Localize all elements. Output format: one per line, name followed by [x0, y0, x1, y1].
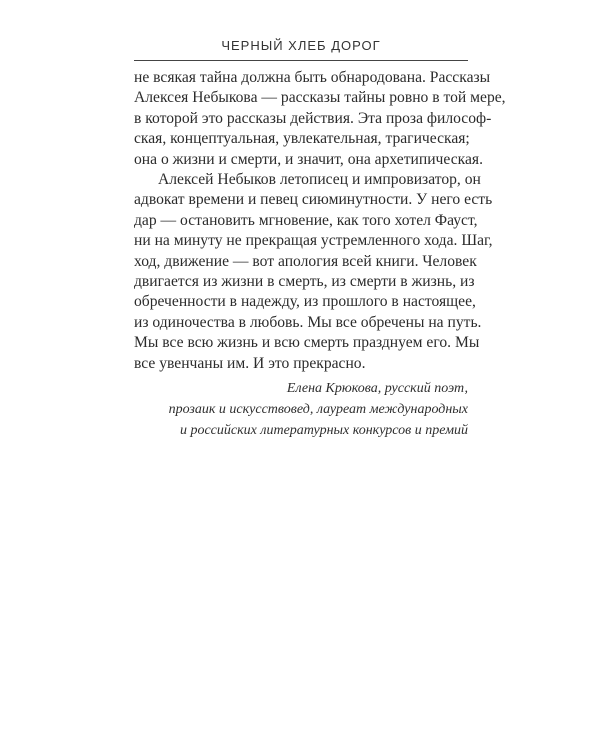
text-line: двигается из жизни в смерть, из смерти в жизнь, из: [134, 273, 475, 291]
signature-line: Елена Крюкова, русский поэт,: [286, 381, 468, 396]
text-line: в которой это рассказы действия. Эта проза философ-: [134, 109, 492, 127]
signature-line: и российских литературных конкурсов и премий: [179, 423, 468, 438]
signature-line: прозаик и искусствовед, лауреат международных: [168, 402, 468, 417]
text-line: ни на минуту не прекращая устремленного хода. Шаг,: [134, 232, 493, 250]
text-line: все увенчаны им. И это прекрасно.: [134, 354, 366, 372]
body-text: [134, 68, 506, 374]
text-line: она о жизни и смерти, и значит, она архетипическая.: [134, 150, 483, 168]
header-rule: [134, 60, 468, 61]
text-line: адвокат времени и певец сиюминутности. У него есть: [134, 191, 493, 209]
text-line: из одиночества в любовь. Мы все обречены на путь.: [134, 313, 482, 331]
text-line: ход, движение — вот апология всей книги. Человек: [134, 252, 477, 270]
text-line: дар — остановить мгновение, как того хотел Фауст,: [134, 211, 478, 229]
text-line: Алексея Небыкова — рассказы тайны ровно в той мере,: [134, 89, 506, 107]
text-line: Алексей Небыков летописец и импровизатор, он: [158, 171, 481, 189]
author-signature: [134, 378, 468, 441]
text-line: обреченности в надежду, из прошлого в настоящее,: [134, 293, 476, 311]
text-line: Мы все всю жизнь и всю смерть празднуем его. Мы: [134, 334, 480, 352]
paragraph-1: [134, 68, 506, 170]
text-line: ская, концептуальная, увлекательная, трагическая;: [134, 130, 470, 148]
text-line: не всякая тайна должна быть обнародована. Рассказы: [134, 69, 491, 86]
paragraph-2: [134, 170, 493, 374]
running-head: ЧЕРНЫЙ ХЛЕБ ДОРОГ: [221, 38, 381, 53]
